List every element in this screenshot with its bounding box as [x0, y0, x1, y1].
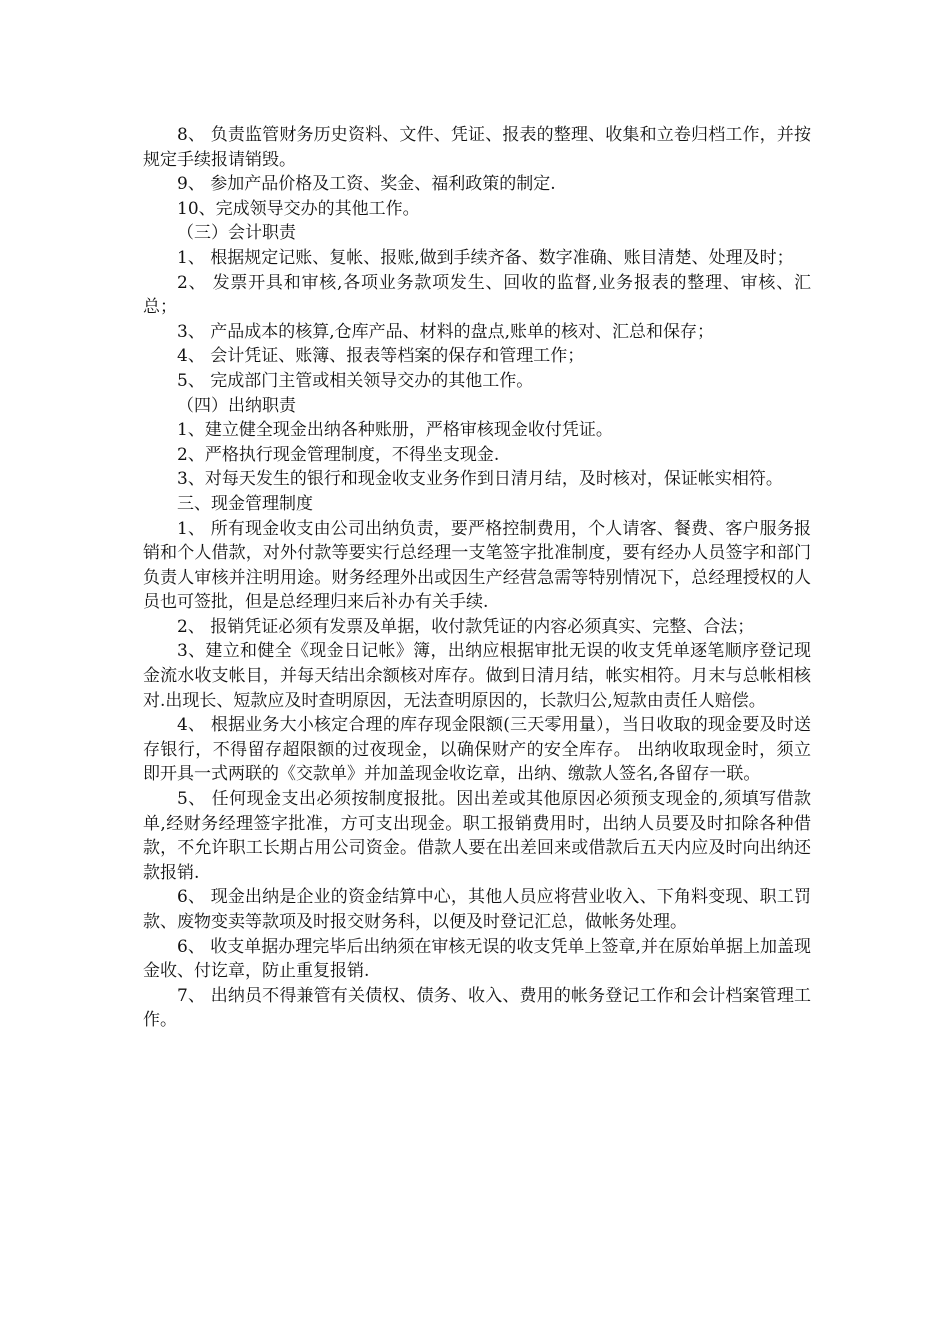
cashier-item-3: 3、对每天发生的银行和现金收支业务作到日清月结，及时核对，保证帐实相符。: [177, 469, 783, 490]
paragraph-item-8: 8、 负责监管财务历史资料、文件、凭证、报表的整理、收集和立卷归档工作，并按规定手续报请销毁。: [143, 125, 811, 170]
accounting-item-5: 5、 完成部门主管或相关领导交办的其他工作。: [177, 370, 534, 391]
paragraph-item-10: 10、完成领导交办的其他工作。: [177, 198, 420, 219]
cashier-item-2: 2、严格执行现金管理制度，不得坐支现金.: [177, 444, 500, 465]
accounting-item-1: 1、 根据规定记账、复帐、报账,做到手续齐备、数字准确、账目清楚、处理及时；: [177, 247, 794, 268]
cash-rule-6b: 6、 收支单据办理完毕后出纳须在审核无误的收支凭单上签章,并在原始单据上加盖现金收、付讫章，防止重复报销.: [143, 936, 811, 982]
cash-rule-7: 7、 出纳员不得兼管有关债权、债务、收入、费用的帐务登记工作和会计档案管理工作。: [143, 985, 811, 1031]
accounting-item-4: 4、 会计凭证、账簿、报表等档案的保存和管理工作；: [177, 346, 585, 367]
cash-rule-5: 5、 任何现金支出必须按制度报批。因出差或其他原因必须预支现金的,须填写借款单,经财务经理签字批准，方可支出现金。职工报销费用时，出纳人员要及时扣除各种借款，不允许职工长期占用公司资金。借款人要在出差回来或借款后五天内应及时向出纳还款报销.: [143, 789, 811, 883]
cash-rule-2: 2、 报销凭证必须有发票及单据，收付款凭证的内容必须真实、完整、合法；: [177, 616, 755, 637]
cash-rule-6: 6、 现金出纳是企业的资金结算中心，其他人员应将营业收入、下角料变现、职工罚款、废物变卖等款项及时报交财务科，以便及时登记汇总，做帐务处理。: [143, 887, 811, 932]
section-heading-cashier: （四）出纳职责: [177, 395, 296, 416]
paragraph-item-9: 9、 参加产品价格及工资、奖金、福利政策的制定.: [177, 174, 556, 195]
cash-rule-1: 1、 所有现金收支由公司出纳负责，要严格控制费用，个人请客、餐费、客户服务报销和个人借款，对外付款等要实行总经理一支笔签字批准制度，要有经办人员签字和部门负责人审核并注明用途。财务经理外出或因生产经营急需等特别情况下，总经理授权的人员也可签批，但是总经理归来后补办有关手续.: [143, 518, 811, 613]
document-body: [143, 123, 811, 1033]
cashier-item-1: 1、建立健全现金出纳各种账册，严格审核现金收付凭证。: [177, 420, 613, 441]
accounting-item-2: 2、 发票开具和审核,各项业务款项发生、回收的监督,业务报表的整理、审核、汇总；: [143, 272, 811, 318]
accounting-item-3: 3、 产品成本的核算,仓库产品、材料的盘点,账单的核对、汇总和保存；: [177, 321, 715, 342]
section-heading-accounting: （三）会计职责: [177, 223, 296, 244]
section-heading-cash-management: 三、现金管理制度: [177, 493, 313, 514]
cash-rule-3: 3、建立和健全《现金日记帐》簿，出纳应根据审批无误的收支凭单逐笔顺序登记现金流水收支帐目，并每天结出余额核对库存。做到日清月结，帐实相符。月末与总帐相核对.出现长、短款应及时查明原因，无法查明原因的，长款归公,短款由责任人赔偿。: [143, 641, 811, 711]
cash-rule-4: 4、 根据业务大小核定合理的库存现金限额(三天零用量），当日收取的现金要及时送存银行，不得留存超限额的过夜现金，以确保财产的安全库存。 出纳收取现金时，须立即开具一式两联的《交款单》并加盖现金收讫章，出纳、缴款人签名,各留存一联。: [143, 715, 811, 785]
